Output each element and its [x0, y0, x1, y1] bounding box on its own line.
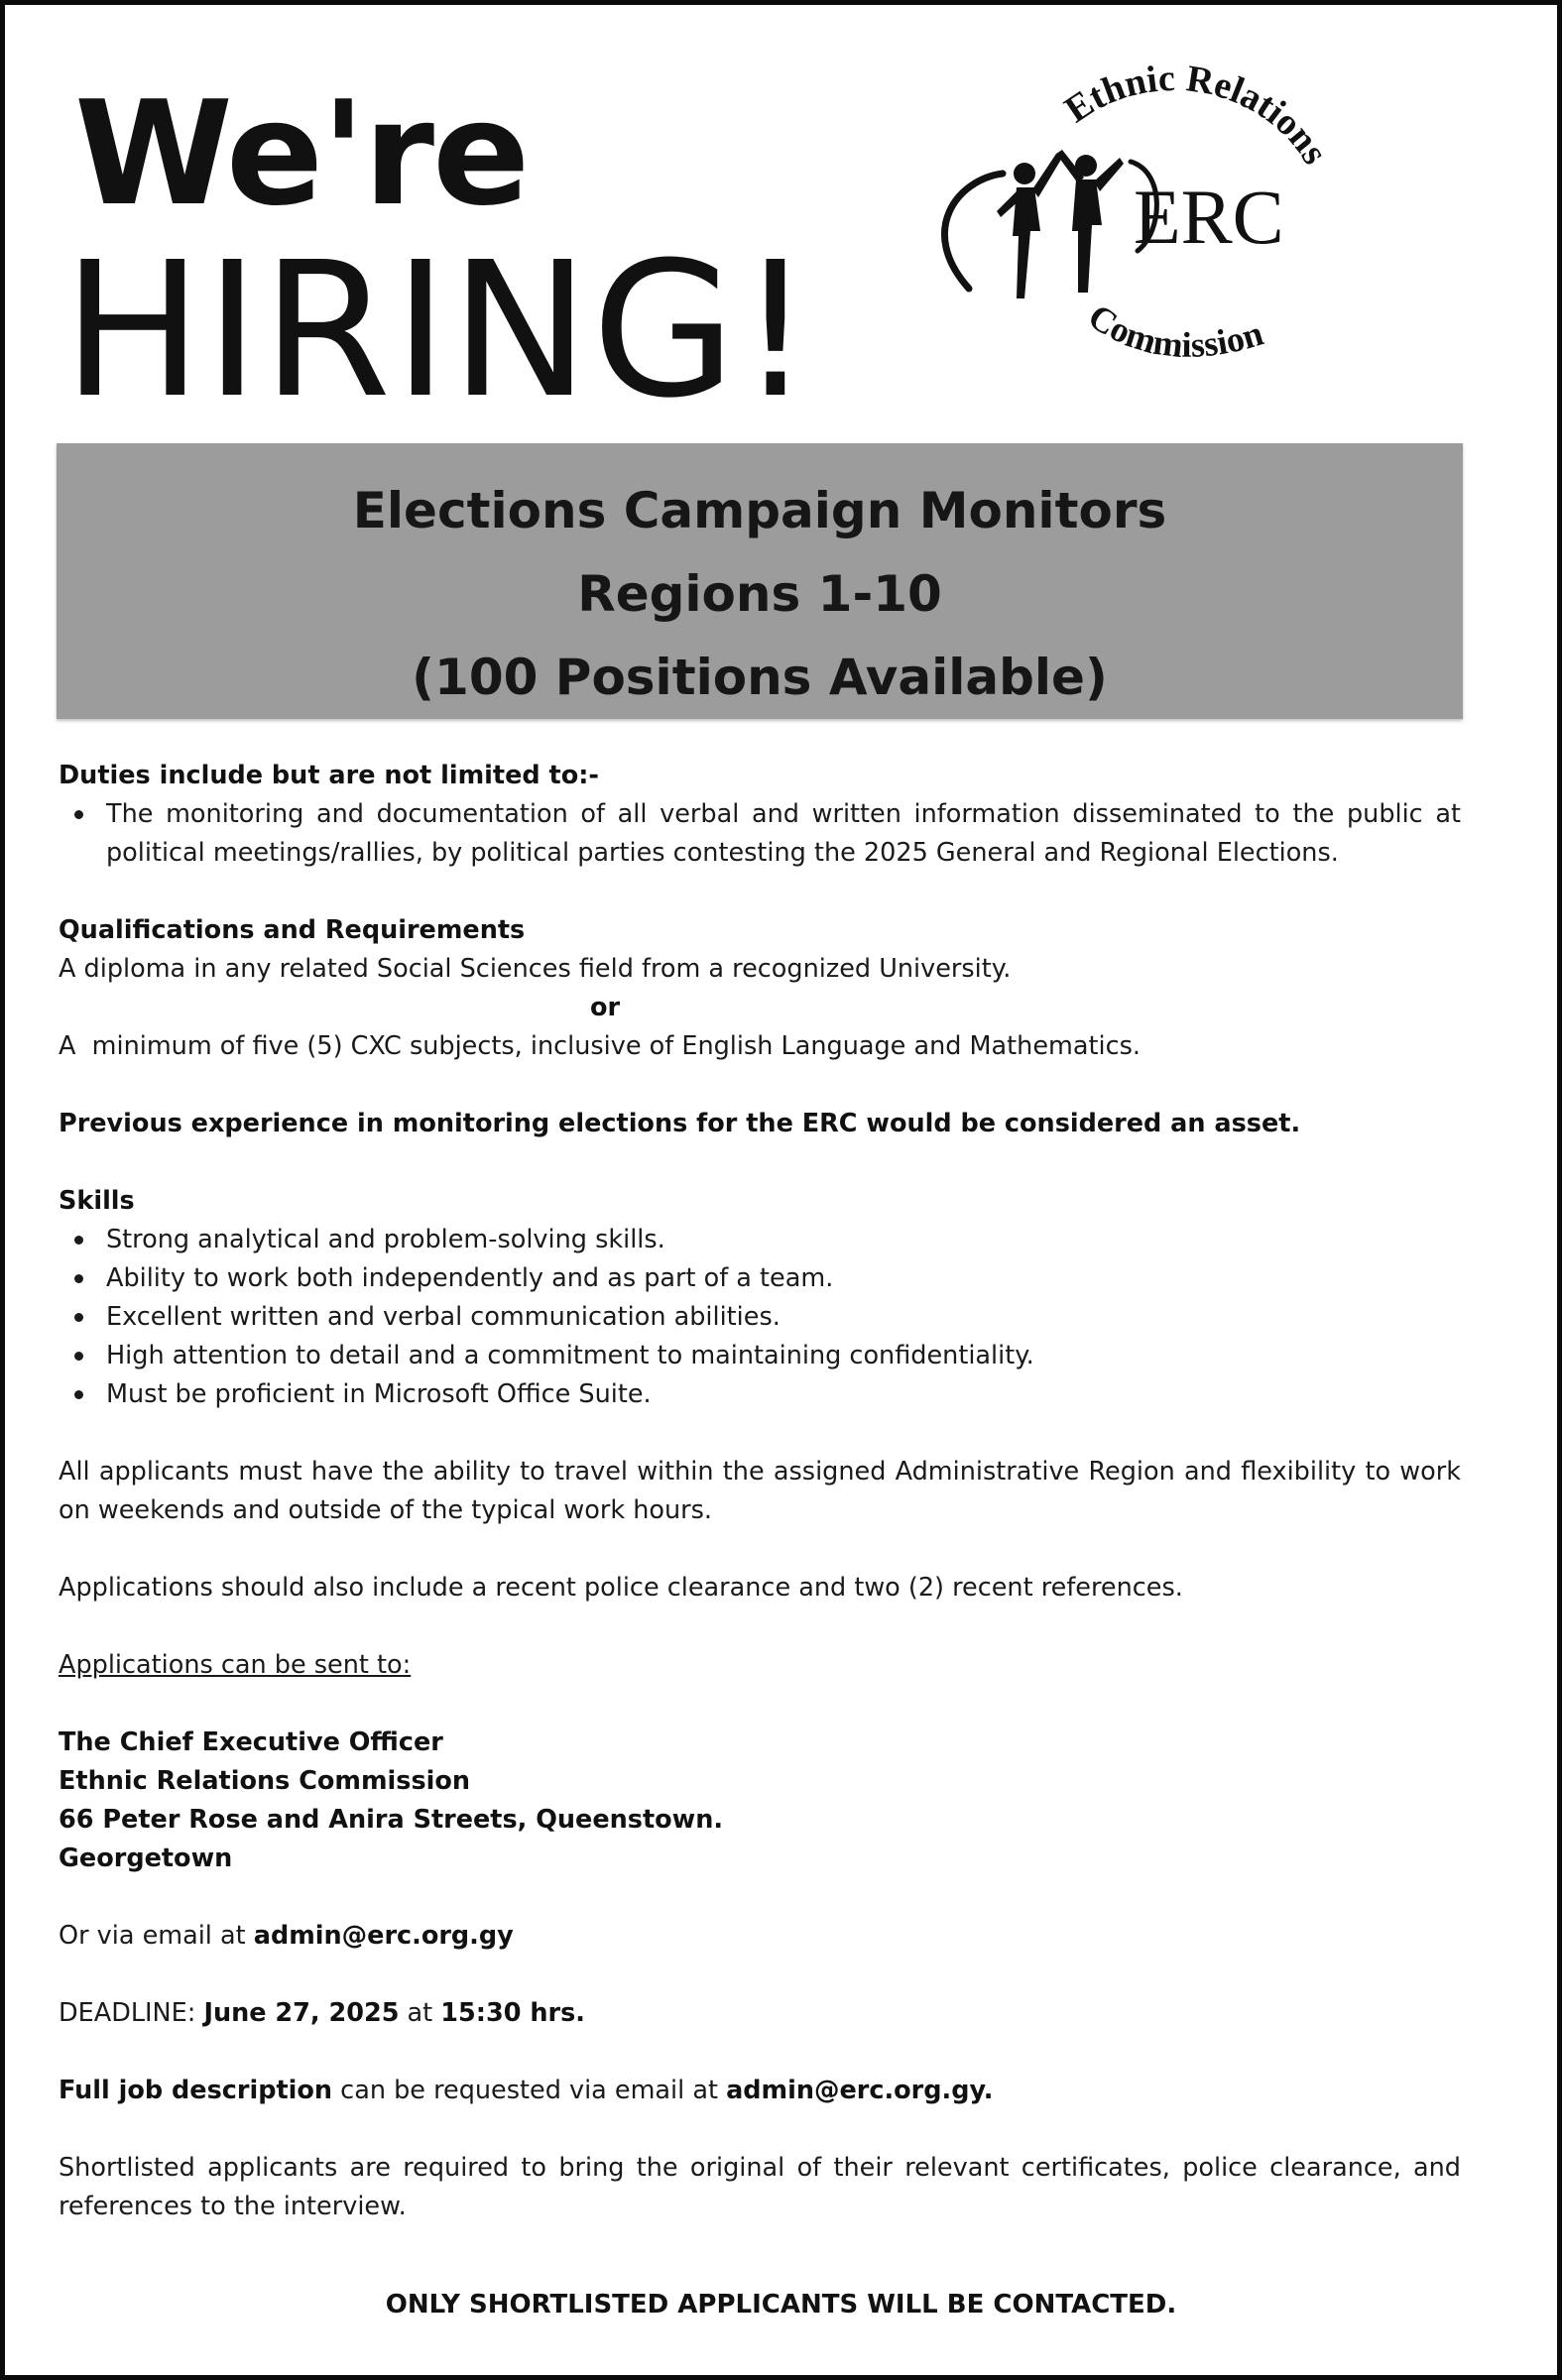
qualifications-heading: Qualifications and Requirements [59, 915, 526, 945]
logo-person-left [997, 154, 1062, 298]
logo-arc-top-text [1057, 62, 1336, 172]
footer-notice: ONLY SHORTLISTED APPLICANTS WILL BE CONTACTED. [385, 2290, 1177, 2320]
logo-arc-bottom-path: Commission [1081, 296, 1268, 366]
email-line [59, 1917, 1461, 1956]
skills-item-text: Ability to work both independently and as part of a team. [106, 1263, 834, 1293]
deadline-line [59, 1994, 1461, 2033]
bullet-icon [74, 810, 83, 819]
skills-item-text: High attention to detail and a commitment to maintaining confidentiality. [106, 1341, 1034, 1370]
job-description-body [59, 757, 1461, 2226]
email-line-prefix: Or via email at [59, 1921, 254, 1951]
skills-heading: Skills [59, 1186, 135, 1216]
experience-note: Previous experience in monitoring elections for the ERC would be considered an asset. [59, 1109, 1301, 1138]
bullet-icon [74, 1390, 83, 1399]
bullet-icon [74, 1352, 83, 1361]
duties-item-text: The monitoring and documentation of all verbal and written information disseminated to the public at political meetings/rallies, by political parties contesting the 2025 General and Regional Elections. [106, 799, 1461, 868]
deadline-time: 15:30 hrs. [440, 1998, 585, 2028]
erc-logo [917, 62, 1354, 390]
logo-arc-bottom-text [1081, 297, 1267, 366]
address-line-organization: Ethnic Relations Commission [59, 1766, 471, 1796]
deadline-label: DEADLINE: [59, 1998, 204, 2028]
skills-item [59, 1337, 1461, 1375]
travel-note: All applicants must have the ability to travel within the assigned Administrative Region and flexibility to work on weekends and outside of the typical work hours. [59, 1457, 1461, 1525]
qualification-option-1: A diploma in any related Social Sciences field from a recognized University. [59, 954, 1012, 984]
deadline-at: at [399, 1998, 441, 2028]
job-title: Elections Campaign Monitors [352, 482, 1167, 539]
headline-were: We're [74, 70, 529, 238]
skills-item [59, 1298, 1461, 1337]
send-to-label: Applications can be sent to: [59, 1650, 412, 1680]
deadline-date: June 27, 2025 [203, 1998, 400, 2028]
logo-person-right [1056, 150, 1124, 293]
duties-list [59, 795, 1461, 873]
skills-list [59, 1221, 1461, 1414]
skills-item-text: Strong analytical and problem-solving skills. [106, 1225, 665, 1254]
clearance-note: Applications should also include a recent police clearance and two (2) recent references. [59, 1573, 1183, 1603]
qualification-option-2: A minimum of five (5) CXC subjects, inclusive of English Language and Mathematics. [59, 1031, 1141, 1061]
bullet-icon [74, 1236, 83, 1245]
job-description-bold: Full job description [59, 2076, 333, 2105]
job-description-middle: can be requested via email at [332, 2076, 727, 2105]
address-line-city: Georgetown [59, 1844, 233, 1873]
job-description-line [59, 2072, 1461, 2110]
job-regions: Regions 1-10 [577, 565, 942, 623]
skills-item [59, 1375, 1461, 1414]
duties-heading: Duties include but are not limited to:- [59, 761, 600, 790]
skills-item-text: Excellent written and verbal communication abilities. [106, 1302, 781, 1332]
duties-item [59, 795, 1461, 873]
logo-acronym: ERC [1134, 174, 1284, 260]
job-description-email-link[interactable]: admin@erc.org.gy. [726, 2076, 994, 2105]
logo-arc-top-path: Ethnic Relations [1057, 62, 1337, 172]
headline-hiring: HIRING! [62, 222, 815, 439]
skills-item-text: Must be proficient in Microsoft Office Suite. [106, 1379, 652, 1409]
skills-item [59, 1259, 1461, 1298]
skills-item [59, 1221, 1461, 1259]
contact-email-link[interactable]: admin@erc.org.gy [253, 1921, 514, 1951]
bullet-icon [74, 1274, 83, 1283]
qualification-or: or [590, 993, 621, 1022]
shortlisted-note: Shortlisted applicants are required to bring the original of their relevant certificates, police clearance, and references to the interview. [59, 2153, 1461, 2221]
job-positions: (100 Positions Available) [412, 649, 1108, 706]
job-title-banner [57, 443, 1463, 719]
address-line-recipient: The Chief Executive Officer [59, 1727, 443, 1757]
logo-swoosh [944, 174, 1003, 289]
bullet-icon [74, 1313, 83, 1322]
address-line-street: 66 Peter Rose and Anira Streets, Queenstown. [59, 1805, 724, 1835]
